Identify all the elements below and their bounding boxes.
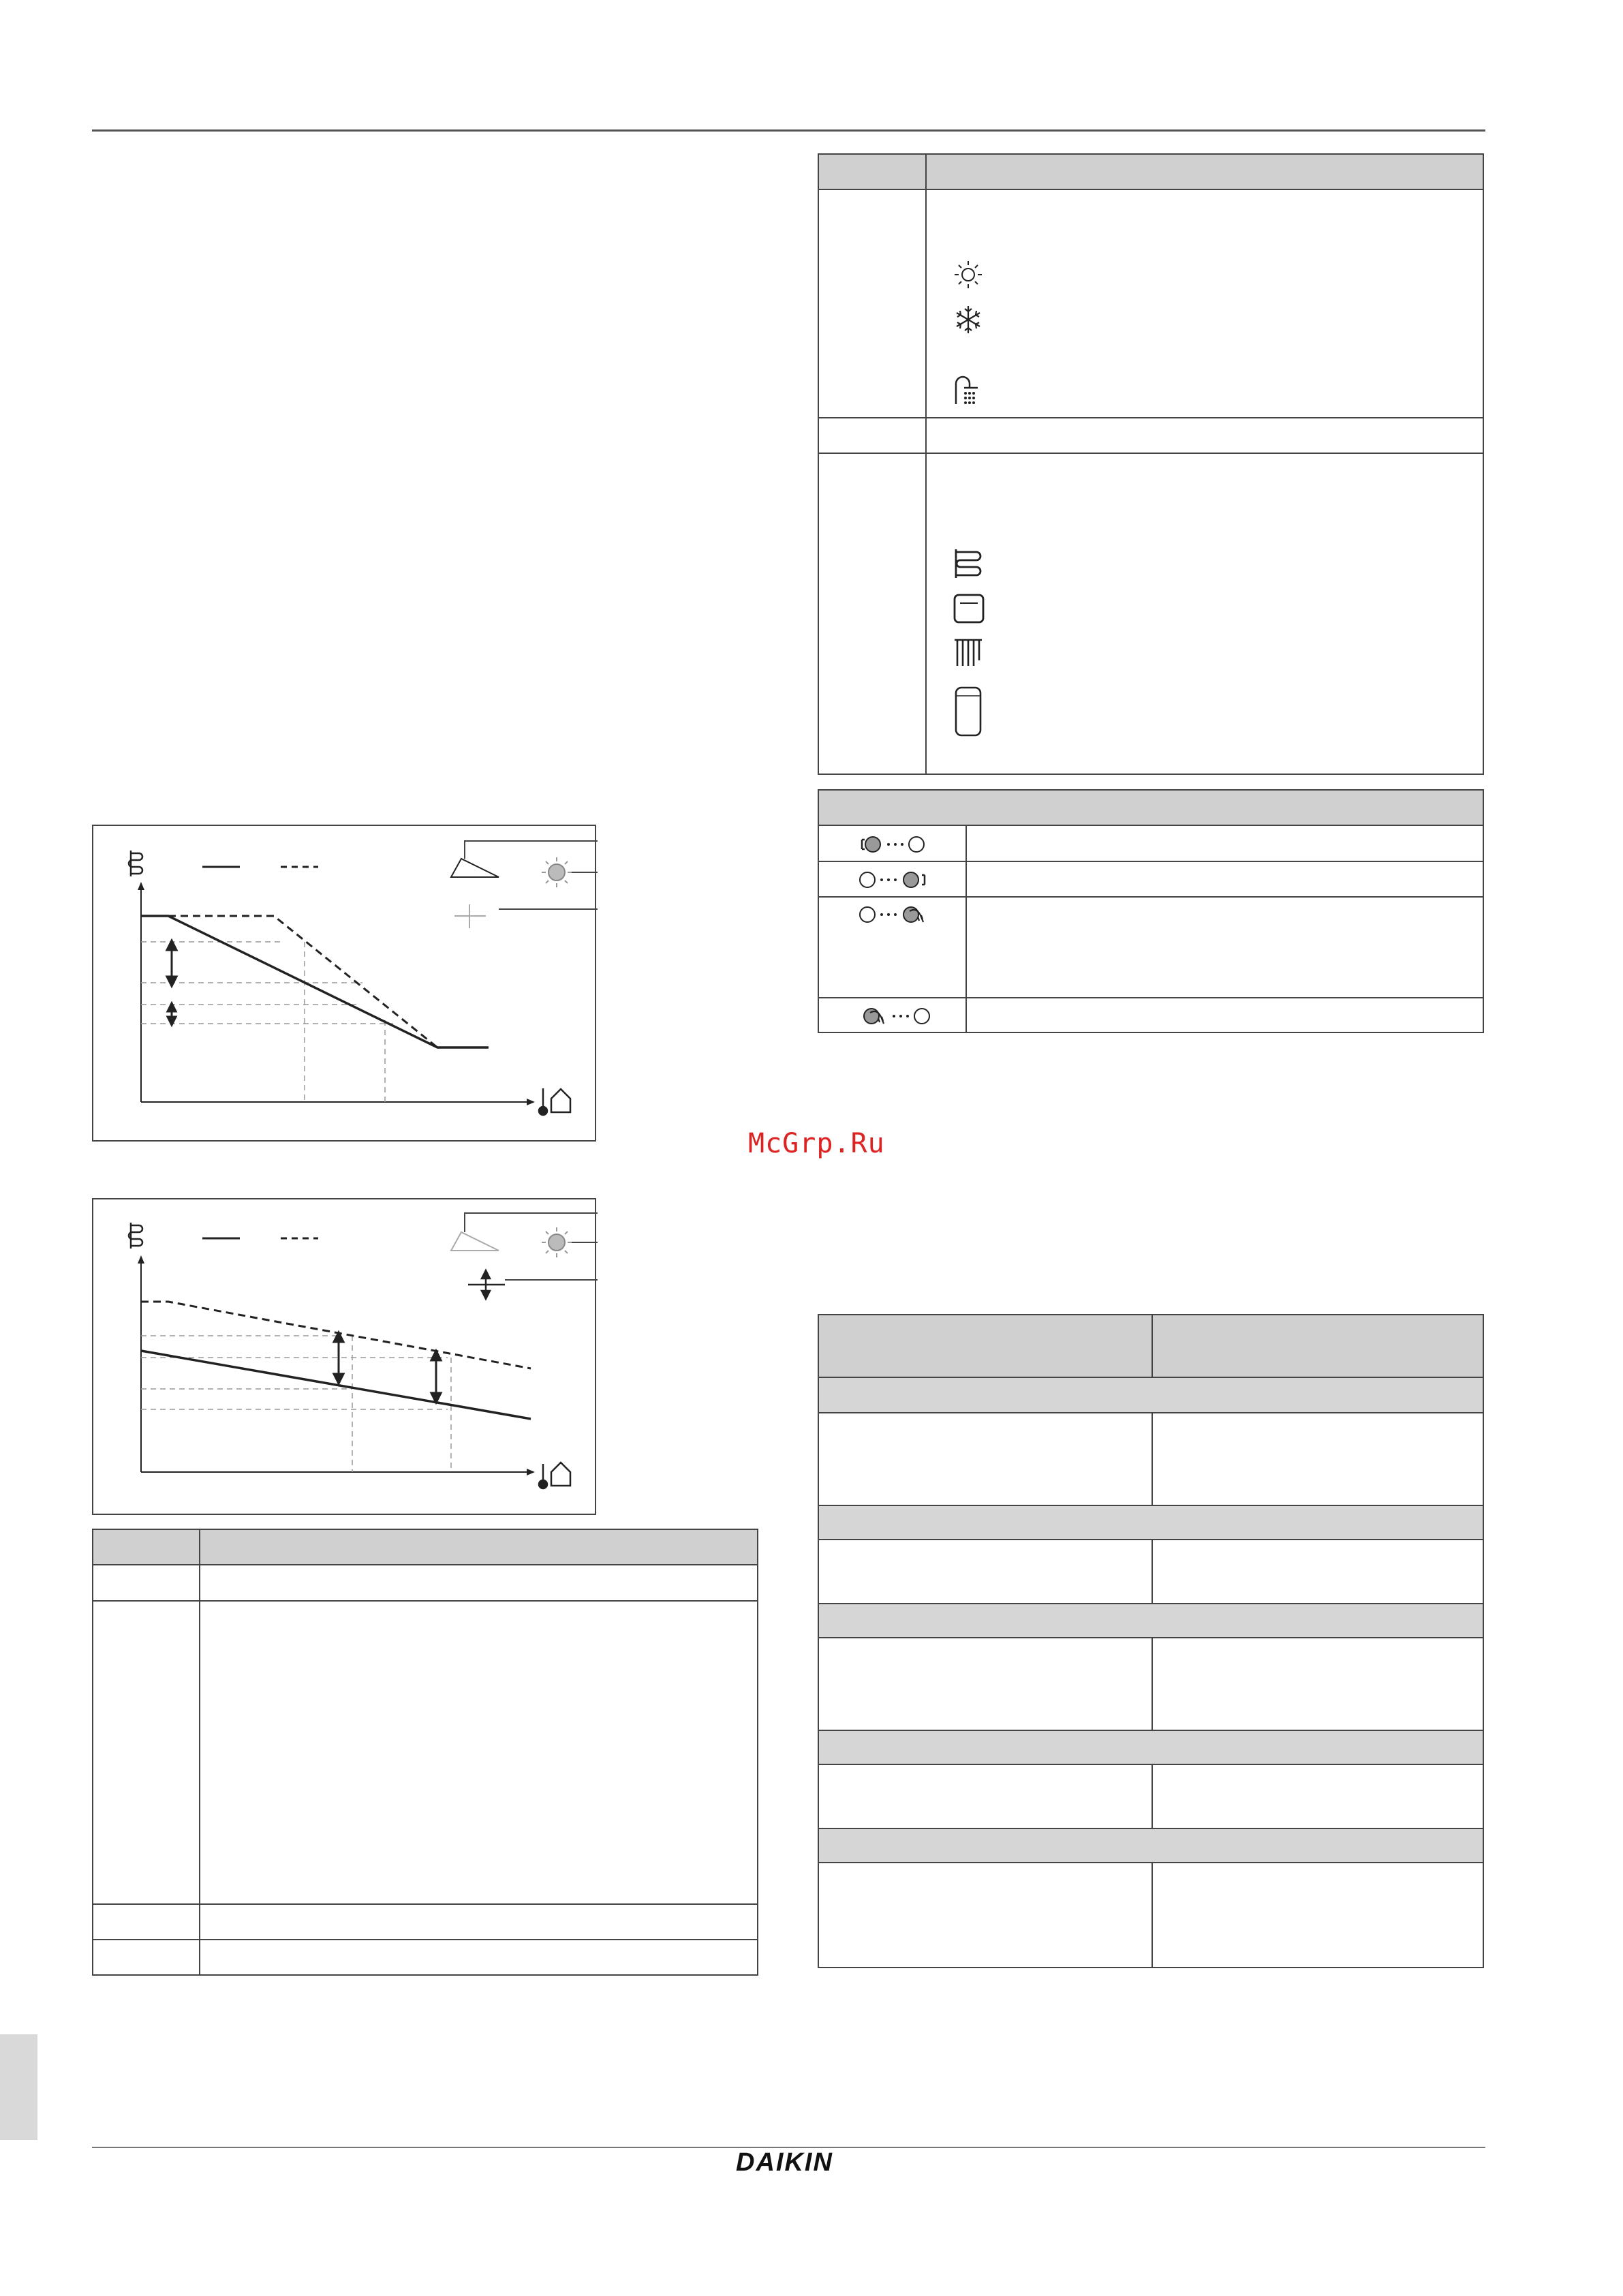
sun-icon <box>542 1227 572 1257</box>
fan-coil-icon <box>952 592 987 625</box>
settings-table-header <box>819 1315 1483 1378</box>
left-table-header <box>93 1530 757 1565</box>
cooling-curve-graph <box>93 1199 598 1516</box>
side-tab <box>0 2034 37 2140</box>
snowflake-icon <box>952 303 985 336</box>
settings-section-1 <box>819 1378 1483 1413</box>
indicator-right-touch-icon <box>856 902 938 929</box>
settings-section-5 <box>819 1828 1483 1863</box>
sun-icon <box>952 258 985 291</box>
figure-heating-curve <box>92 825 596 1142</box>
right-icons-table <box>818 153 1484 775</box>
indicator-left-touch-icon <box>856 1003 938 1030</box>
shift-arrow-icon <box>468 1270 505 1299</box>
figure-cooling-curve <box>92 1198 596 1515</box>
indicator-right-active-icon <box>856 867 931 893</box>
right-indicator-table <box>818 789 1484 1033</box>
settings-section-2 <box>819 1505 1483 1540</box>
settings-section-4 <box>819 1730 1483 1765</box>
shift-arrow-icon <box>454 904 486 928</box>
underfloor-heating-icon <box>952 547 987 581</box>
watermark-text: McGrp.Ru <box>748 1128 885 1159</box>
settings-section-3 <box>819 1603 1483 1638</box>
indicator-left-active-icon <box>856 831 931 857</box>
outdoor-temperature-icon <box>539 1463 570 1488</box>
right-settings-table <box>818 1314 1484 1968</box>
indicator-table-header <box>819 791 1483 826</box>
right-table-header <box>819 155 1483 190</box>
left-parameter-table <box>92 1529 758 1976</box>
curve-shape-icon <box>451 859 499 877</box>
curve-shape-icon <box>451 1232 499 1251</box>
outdoor-temperature-icon <box>539 1088 570 1115</box>
top-rule <box>92 129 1485 132</box>
underfloor-heating-icon <box>129 1223 142 1249</box>
radiator-icon <box>952 636 987 669</box>
sun-icon <box>542 857 572 887</box>
heating-curve-graph <box>93 826 598 1143</box>
shower-icon <box>952 373 985 407</box>
tank-icon <box>952 685 987 739</box>
underfloor-heating-icon <box>129 851 142 876</box>
daikin-logo: DAIKIN <box>736 2148 833 2177</box>
